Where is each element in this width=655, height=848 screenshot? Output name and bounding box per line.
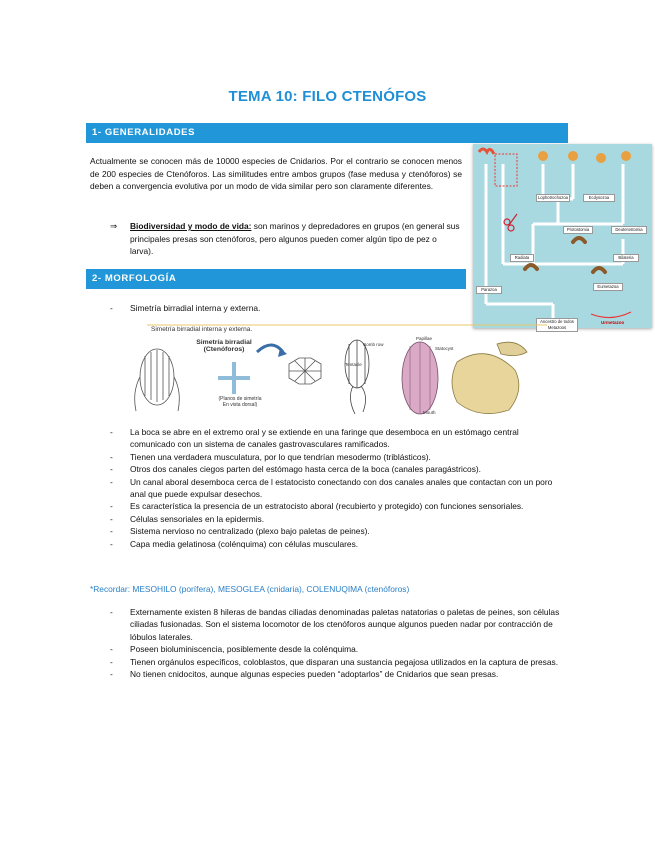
figure-caption-planes: (Planos de simetría En vista dorsal) [218,396,262,408]
list-item: - Tienen una verdadera musculatura, por lo que tendrían mesodermo (triblásticos). [110,451,431,462]
figure-label-mouth: Mouth [423,410,436,415]
tree-drawing [473,144,652,328]
page-title: TEMA 10: FILO CTENÓFOS [228,88,427,105]
tree-label-ecdysozoa: Ecdysozoa [583,194,615,202]
list-item: - Células sensoriales en la epidermis. [110,513,265,524]
figure-caption-title: Simetría birradial (Ctenóforos) [196,339,252,353]
recordar-note: *Recordar: MESOHILO (porífera), MESOGLEA (cnidaria), COLENUQIMA (ctenóforos) [90,584,410,594]
tree-label-parazoa: Parazoa [476,286,502,294]
list-item: - Simetría birradial interna y externa. [110,303,261,313]
list-item: - Sistema nervioso no centralizado (plexo bajo paletas de peines). [110,526,370,537]
biodiversity-text: son marinos y depredadores en grupos (en general sus principales presas son ctenóforos, pero algunos pueden comer algún tipo de pez o larva). [130,221,460,257]
biodiversity-label: Biodiversidad y modo de vida: [130,221,252,231]
tree-label-urmetazoo: Urmetazoo [601,320,625,325]
figure-label-papillae: Papillae [416,336,433,341]
tree-label-eumetazoa: Eumetazoa [593,283,623,291]
tree-label-protostomia: Protostomia [563,226,593,234]
list-item: - La boca se abre en el extremo oral y se extiende en una faringe que desemboca en un estómago central comunicado con un sistema de canales gastrovasculares ramificados. [110,427,519,450]
biodiversity-item [110,220,460,258]
figure-label-tentacle: Tentacle [345,362,362,367]
tree-label-radiata: Radiata [510,254,534,262]
phylogenetic-tree-image [473,144,652,328]
section-heading-generalidades: 1- GENERALIDADES [86,123,568,143]
list-item: - Externamente existen 8 hileras de bandas ciliadas denominadas paletas natatorias o paletas de peines, son células ciliadas fusionadas. Son el sistema locomotor de los ctenóforos aunque algunos pueden nadar por contracción de lóbulos laterales. [110,607,560,642]
list-item: - Es característica la presencia de un estratocisto aboral (recubierto y protegido) con funciones sensoriales. [110,501,524,512]
external-features-list [110,606,565,680]
tree-label-ancestor: Ancestro de todos Metazoos [536,318,578,332]
list-item: - Poseen bioluminiscencia, posiblemente desde la colénquima. [110,644,359,655]
tree-label-lophotrochozoa: Lophotrochozoa [537,195,569,200]
list-item: - Capa media gelatinosa (colénquima) con células musculares. [110,538,359,549]
ctenophore-symmetry-figure [127,322,549,418]
list-item: - No tienen cnidocitos, aunque algunas especies pueden “adoptarlos” de Cnidarios que sean presas. [110,669,499,680]
symmetry-list [110,302,565,314]
morphology-list [110,426,565,550]
section-heading-morfologia: 2- MORFOLOGÍA [86,269,466,289]
intro-paragraph: Actualmente se conocen más de 10000 especies de Cnidarios. Por el contrario se conocen menos de 200 especies de Ctenóforos. Las similitudes entre ambos grupos (fase medusa y ctenóforos) se deben a convergencia evolutiva por un modo de vida similar pero son claramente diferentes. [90,156,462,192]
figure-label-comb-row: Comb row [363,342,384,347]
figure-label-statocyst: Statocyst [435,346,454,351]
list-item: - Tienen orgánulos específicos, coloblastos, que disparan una sustancia pegajosa utilizados en la captura de presas. [110,656,559,667]
list-item: - Otros dos canales ciegos parten del estómago hasta cerca de la boca (canales paragástricos). [110,464,482,475]
right-arrow-icon: ⇒ [110,221,118,231]
tree-label-deuterostomia: Deuterostomia [611,226,647,234]
tree-label-bilateria: Bilateria [613,254,639,262]
figure-caption-top: Simetría birradial interna y externa. [151,326,253,333]
list-item: - Un canal aboral desemboca cerca de l estatocisto conectando con dos canales anales que contactan con un poro anal que puede expulsar desechos. [110,476,553,500]
ctenophore-drawings [127,322,549,418]
